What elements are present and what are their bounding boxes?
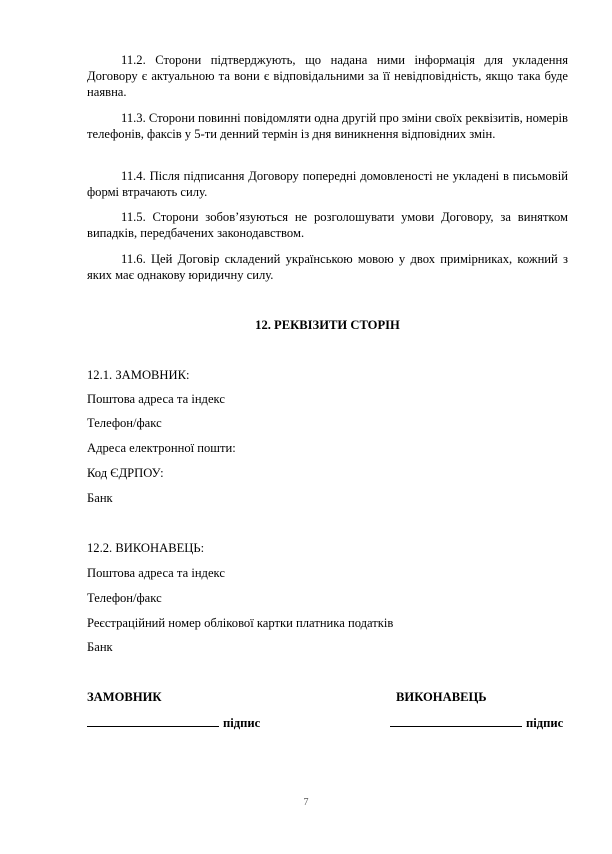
- paragraph-11-6: [87, 251, 568, 283]
- signature-contractor-line: [390, 714, 563, 731]
- paragraph-11-5: [87, 209, 568, 241]
- customer-postal-address: Поштова адреса та індекс: [87, 392, 225, 406]
- signature-rule: [390, 714, 522, 727]
- signature-label: підпис: [223, 716, 261, 730]
- paragraph-11-2: [87, 52, 568, 100]
- customer-bank: Банк: [87, 491, 113, 505]
- paragraph-number: 11.6.: [121, 252, 146, 266]
- customer-phone-fax: Телефон/факс: [87, 416, 162, 430]
- paragraph-text: Сторони підтверджують, що надана ними інформація для укладення Договору є актуальною та вони є відповідальними за її невідповідність, якщо така буде наявна.: [87, 53, 568, 99]
- contractor-bank: Банк: [87, 640, 113, 654]
- paragraph-11-3: [87, 110, 568, 142]
- paragraph-text: Сторони повинні повідомляти одна другій про зміни своїх реквізитів, номерів телефонів, факсів у 5-ти денний термін із дня виникнення відповідних змін.: [87, 111, 568, 141]
- paragraph-number: 11.5.: [121, 210, 146, 224]
- signature-customer-title: ЗАМОВНИК: [87, 690, 162, 704]
- customer-title: 12.1. ЗАМОВНИК:: [87, 368, 190, 382]
- contractor-phone-fax: Телефон/факс: [87, 591, 162, 605]
- paragraph-text: Після підписання Договору попередні домовленості не укладені в письмовій формі втрачають силу.: [87, 169, 568, 199]
- customer-edrpou: Код ЄДРПОУ:: [87, 466, 164, 480]
- paragraph-text: Сторони зобов’язуються не розголошувати умови Договору, за винятком випадків, передбачених законодавством.: [87, 210, 568, 240]
- paragraph-number: 11.4.: [121, 169, 146, 183]
- section-heading: 12. РЕКВІЗИТИ СТОРІН: [255, 318, 400, 332]
- page-number: 7: [303, 797, 309, 808]
- paragraph-11-4: [87, 168, 568, 200]
- signature-rule: [87, 714, 219, 727]
- contractor-postal-address: Поштова адреса та індекс: [87, 566, 225, 580]
- paragraph-text: Цей Договір складений українською мовою у двох примірниках, кожний з яких має однакову юридичну силу.: [87, 252, 568, 282]
- signature-customer-line: [87, 714, 260, 731]
- contractor-title: 12.2. ВИКОНАВЕЦЬ:: [87, 541, 205, 555]
- paragraph-number: 11.3.: [121, 111, 146, 125]
- contractor-tax-number: Реєстраційний номер облікової картки платника податків: [87, 616, 394, 630]
- paragraph-number: 11.2.: [121, 53, 146, 67]
- customer-email: Адреса електронної пошти:: [87, 441, 236, 455]
- signature-label: підпис: [526, 716, 564, 730]
- signature-contractor-title: ВИКОНАВЕЦЬ: [396, 690, 487, 704]
